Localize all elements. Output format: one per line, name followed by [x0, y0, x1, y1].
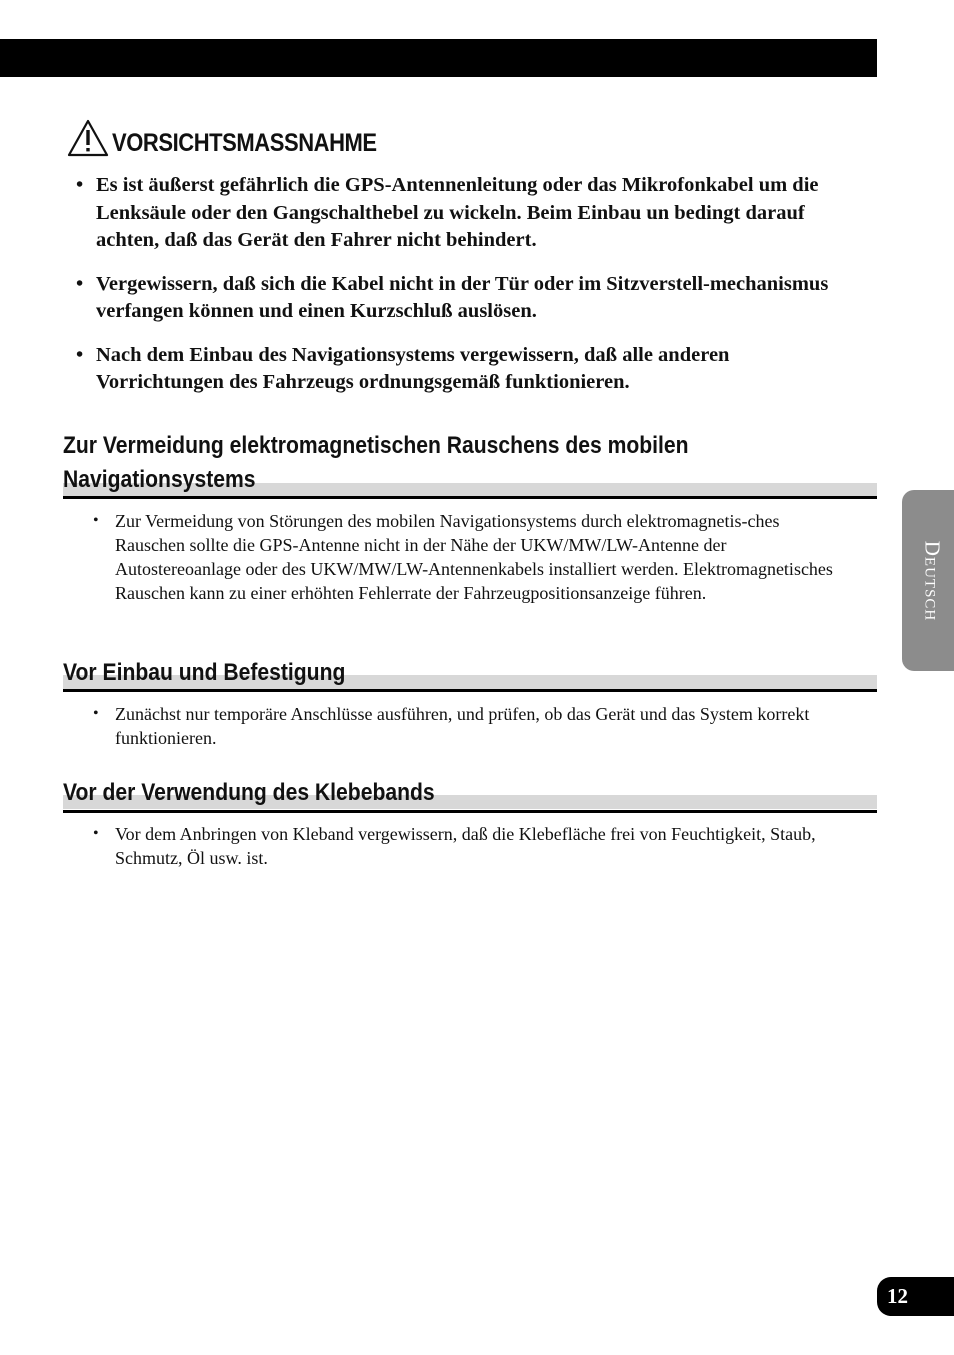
- list-item-text: Zunächst nur temporäre Anschlüsse ausführen, und prüfen, ob das Gerät und das System korrekt funktionieren.: [115, 704, 810, 748]
- section-list-tape: [93, 822, 853, 870]
- caution-item: [66, 342, 846, 397]
- section-heading-tape: [63, 776, 877, 810]
- caution-block: [66, 118, 846, 413]
- section-title-line2: Navigationsystems: [63, 466, 256, 493]
- section-title-line1: Zur Vermeidung elektromagnetischen Rauschens des mobilen: [63, 432, 689, 459]
- section-rule: [63, 689, 877, 692]
- bullet: •: [76, 272, 84, 295]
- bullet: •: [93, 705, 99, 722]
- section-rule: [63, 810, 877, 813]
- caution-item-text: Nach dem Einbau des Navigationsystems vergewissern, daß alle anderen Vorrichtungen des Fahrzeugs ordnungsgemäß funktionieren.: [96, 343, 730, 393]
- section-rule: [63, 496, 877, 499]
- section-title: Vor der Verwendung des Klebebands: [63, 779, 435, 806]
- warning-triangle-icon: [66, 118, 110, 158]
- section-list-installation: [93, 702, 853, 750]
- caution-list: [66, 172, 846, 397]
- list-item: [93, 702, 853, 750]
- section-heading-installation: [63, 656, 877, 690]
- section-title: Vor Einbau und Befestigung: [63, 659, 346, 686]
- bullet: •: [76, 174, 84, 196]
- bullet: •: [93, 512, 99, 529]
- list-item: [93, 509, 853, 605]
- language-tab: [902, 490, 954, 671]
- header-bar: [0, 39, 877, 77]
- language-tab-label: Deutsch: [920, 540, 945, 621]
- caution-item: [66, 172, 846, 255]
- list-item-text: Vor dem Anbringen von Kleband vergewissern, daß die Klebefläche frei von Feuchtigkeit, Staub, Schmutz, Öl usw. ist.: [115, 824, 816, 868]
- bullet: •: [93, 825, 99, 842]
- caution-item-text: Es ist äußerst gefährlich die GPS-Antennenleitung oder das Mikrofonkabel um die Lenksäule oder den Gangschalthebel zu wickeln. Beim Einbau un bedingt darauf achten, daß das Gerät den Fahrer nicht behindert.: [96, 174, 819, 251]
- section-heading-emi: [63, 429, 877, 497]
- caution-item: [66, 271, 846, 326]
- bullet: •: [76, 343, 84, 366]
- caution-heading: [66, 118, 846, 158]
- caution-title: VORSICHTSMASSNAHME: [112, 129, 377, 157]
- list-item: [93, 822, 853, 870]
- page-number: 12: [877, 1277, 954, 1316]
- section-list-emi: [93, 509, 853, 605]
- caution-item-text: Vergewissern, daß sich die Kabel nicht in der Tür oder im Sitzverstell-mechanismus verfangen können und einen Kurzschluß auslösen.: [96, 272, 829, 322]
- list-item-text: Zur Vermeidung von Störungen des mobilen Navigationsystems durch elektromagnetis-ches Rauschen sollte die GPS-Antenne nicht in der Nähe der UKW/MW/LW-Antenne der Autostereoanlage oder des UKW/MW/LW-Antennenkabels installiert werden. Elektromagnetisches Rauschen kann zu einer erhöhten Fehlerrate der Fahrzeugpositionsanzeige führen.: [115, 511, 833, 603]
